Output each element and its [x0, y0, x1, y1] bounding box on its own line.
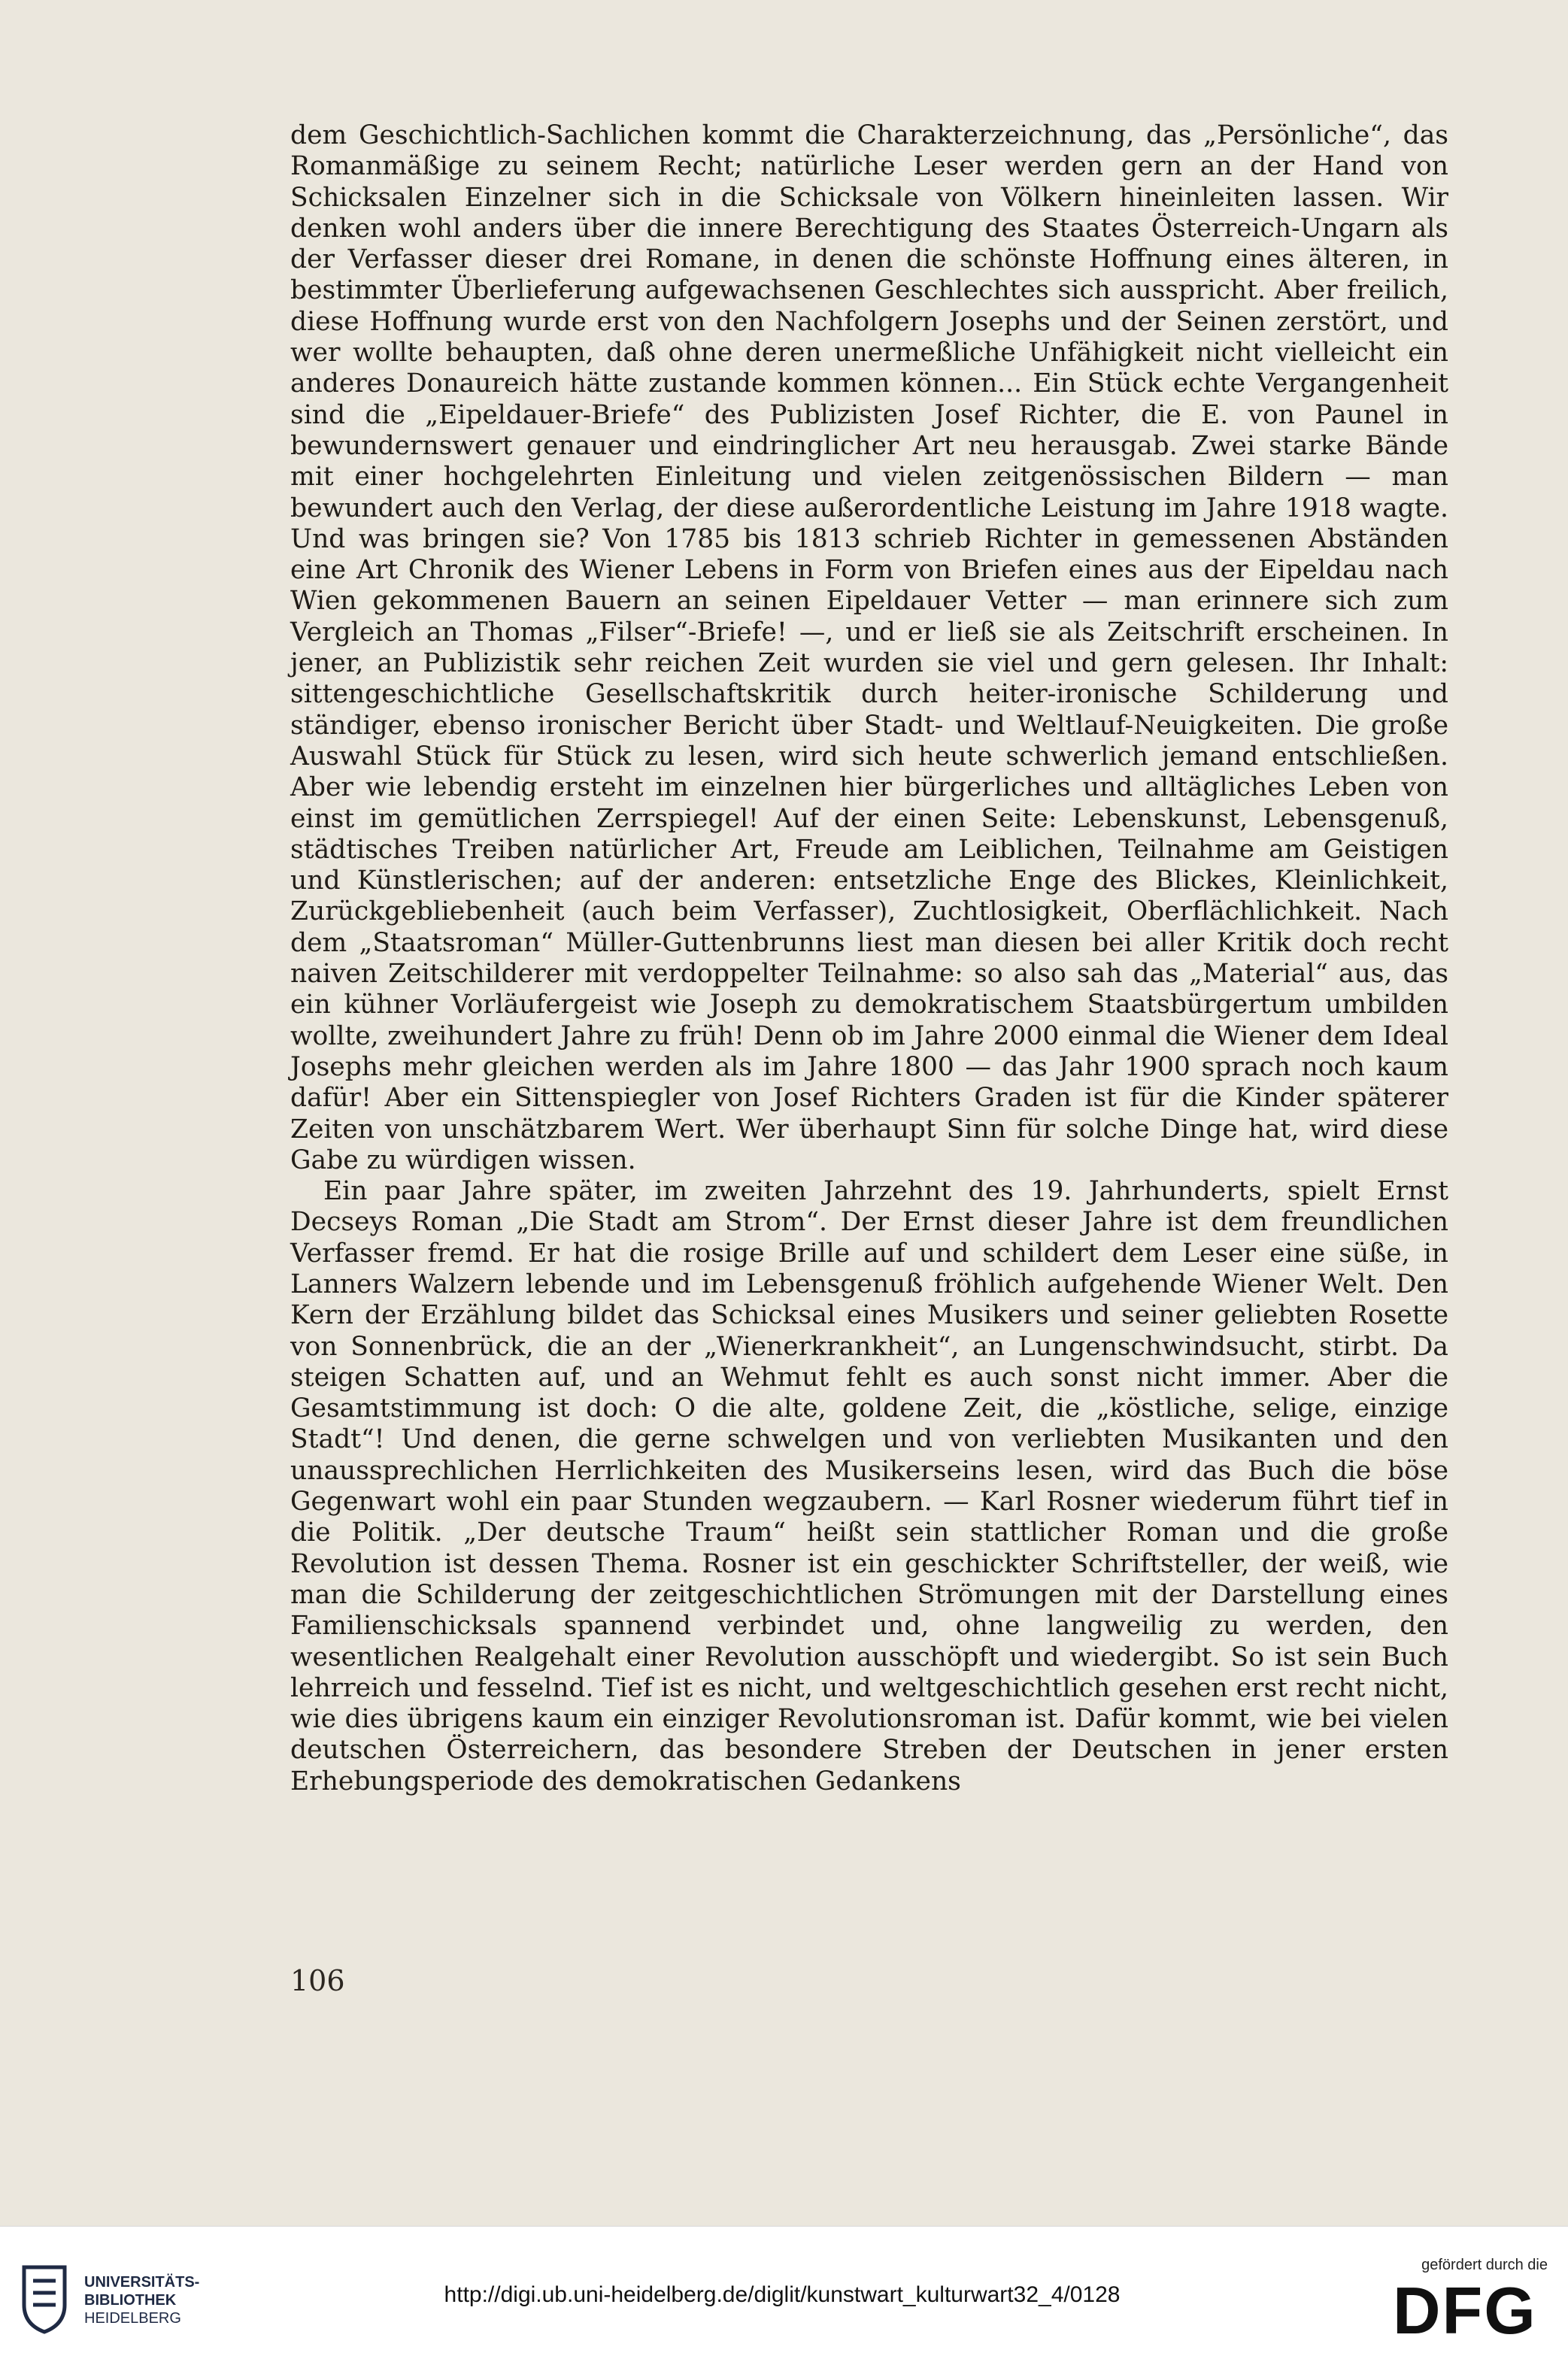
- funding-caption: gefördert durch die: [1421, 2257, 1548, 2273]
- institution-line-1: UNIVERSITÄTS-: [84, 2274, 200, 2291]
- paragraph-1: dem Geschichtlich-Sachlichen kommt die Charakterzeichnung, das „Persönliche“, das Romanmäßige zu seinem Recht; natürliche Leser werden gern an der Hand von Schicksalen Einzelner sich in die Schicksale von Völkern hineinleiten lassen. Wir denken wohl anders über die innere Berechtigung des Staates Österreich-Ungarn als der Verfasser dieser drei Romane, in denen die schönste Hoffnung eines älteren, in bestimmter Überlieferung aufgewachsenen Geschlechtes sich ausspricht. Aber freilich, diese Hoffnung wurde erst von den Nachfolgern Josephs und der Seinen zerstört, und wer wollte behaupten, daß ohne deren unermeßliche Unfähigkeit nicht vielleicht ein anderes Donaureich hätte zustande kommen können... Ein Stück echte Vergangenheit sind die „Eipeldauer-Briefe“ des Publizisten Josef Richter, die E. von Paunel in bewundernswert genauer und eindringlicher Art neu herausgab. Zwei starke Bände mit einer hochgelehrten Einleitung und vielen zeitgenössischen Bildern — man bewundert auch den Verlag, der diese außerordentliche Leistung im Jahre 1918 wagte. Und was bringen sie? Von 1785 bis 1813 schrieb Richter in gemessenen Abständen eine Art Chronik des Wiener Lebens in Form von Briefen eines aus der Eipeldau nach Wien gekommenen Bauern an seinen Eipeldauer Vetter — man erinnere sich zum Vergleich an Thomas „Filser“-Briefe! —, und er ließ sie als Zeitschrift erscheinen. In jener, an Publizistik sehr reichen Zeit wurden sie viel und gern gelesen. Ihr Inhalt: sittengeschichtliche Gesellschaftskritik durch heiter-ironische Schilderung und ständiger, ebenso ironischer Bericht über Stadt- und Weltlauf-Neuigkeiten. Die große Auswahl Stück für Stück zu lesen, wird sich heute schwerlich jemand entschließen. Aber wie lebendig ersteht im einzelnen hier bürgerliches und alltägliches Leben von einst im gemütlichen Zerrspiegel! Auf der einen Seite: Lebenskunst, Lebensgenuß, städtisches Treiben natürlicher Art, Freude am Leiblichen, Teilnahme am Geistigen und Künstlerischen; auf der anderen: entsetzliche Enge des Blickes, Kleinlichkeit, Zurückgebliebenheit (auch beim Verfasser), Zuchtlosigkeit, Oberflächlichkeit. Nach dem „Staatsroman“ Müller-Guttenbrunns liest man diesen bei aller Kritik doch recht naiven Zeitschilderer mit verdoppelter Teilnahme: so also sah das „Material“ aus, das ein kühner Vorläufergeist wie Joseph zu demokratischem Staatsbürgertum umbilden wollte, zweihundert Jahre zu früh! Denn ob im Jahre 2000 einmal die Wiener dem Ideal Josephs mehr gleichen werden als im Jahre 1800 — das Jahr 1900 sprach noch kaum dafür! Aber ein Sittenspiegler von Josef Richters Graden ist für die Kinder späterer Zeiten von unschätzbarem Wert. Wer überhaupt Sinn für solche Dinge hat, wird diese Gabe zu würdigen wissen.: [290, 120, 1448, 1175]
- paragraph-2: Ein paar Jahre später, im zweiten Jahrzehnt des 19. Jahrhunderts, spielt Ernst Decseys Roman „Die Stadt am Strom“. Der Ernst dieser Jahre ist dem freundlichen Verfasser fremd. Er hat die rosige Brille auf und schildert dem Leser eine süße, in Lanners Walzern lebende und im Lebensgenuß fröhlich aufgehende Wiener Welt. Den Kern der Erzählung bildet das Schicksal eines Musikers und seiner geliebten Rosette von Sonnenbrück, die an der „Wienerkrankheit“, an Lungenschwindsucht, stirbt. Da steigen Schatten auf, und an Wehmut fehlt es auch sonst nicht immer. Aber die Gesamtstimmung ist doch: O die alte, goldene Zeit, die „köstliche, selige, einzige Stadt“! Und denen, die gerne schwelgen und von verliebten Musikanten und den unaussprechlichen Herrlichkeiten des Musikerseins lesen, wird das Buch die böse Gegenwart wohl ein paar Stunden wegzaubern. — Karl Rosner wiederum führt tief in die Politik. „Der deutsche Traum“ heißt sein stattlicher Roman und die große Revolution ist dessen Thema. Rosner ist ein geschickter Schriftsteller, der weiß, wie man die Schilderung der zeitgeschichtlichen Strömungen mit der Darstellung eines Familienschicksals spannend verbindet und, ohne langweilig zu werden, den wesentlichen Realgehalt einer Revolution ausschöpft und wiedergibt. So ist sein Buch lehrreich und fesselnd. Tief ist es nicht, und weltgeschichtlich gesehen erst recht nicht, wie dies übrigens kaum ein einziger Revolutionsroman ist. Dafür kommt, wie bei vielen deutschen Österreichern, das besondere Streben der Deutschen in jener ersten Erhebungsperiode des demokratischen Gedankens: [290, 1176, 1448, 1796]
- page-number: 106: [290, 1964, 345, 1997]
- footer-bar: [0, 2226, 1568, 2368]
- source-url-link[interactable]: http://digi.ub.uni-heidelberg.de/diglit/kunstwart_kulturwart32_4/0128: [444, 2282, 1121, 2307]
- institution-line-2: BIBLIOTHEK: [84, 2292, 177, 2309]
- university-seal-icon: [18, 2260, 71, 2335]
- institution-line-3: HEIDELBERG: [84, 2310, 181, 2327]
- dfg-logo: DFG: [1393, 2273, 1537, 2348]
- university-library-name: [84, 2273, 199, 2327]
- article-text: [290, 120, 1448, 1797]
